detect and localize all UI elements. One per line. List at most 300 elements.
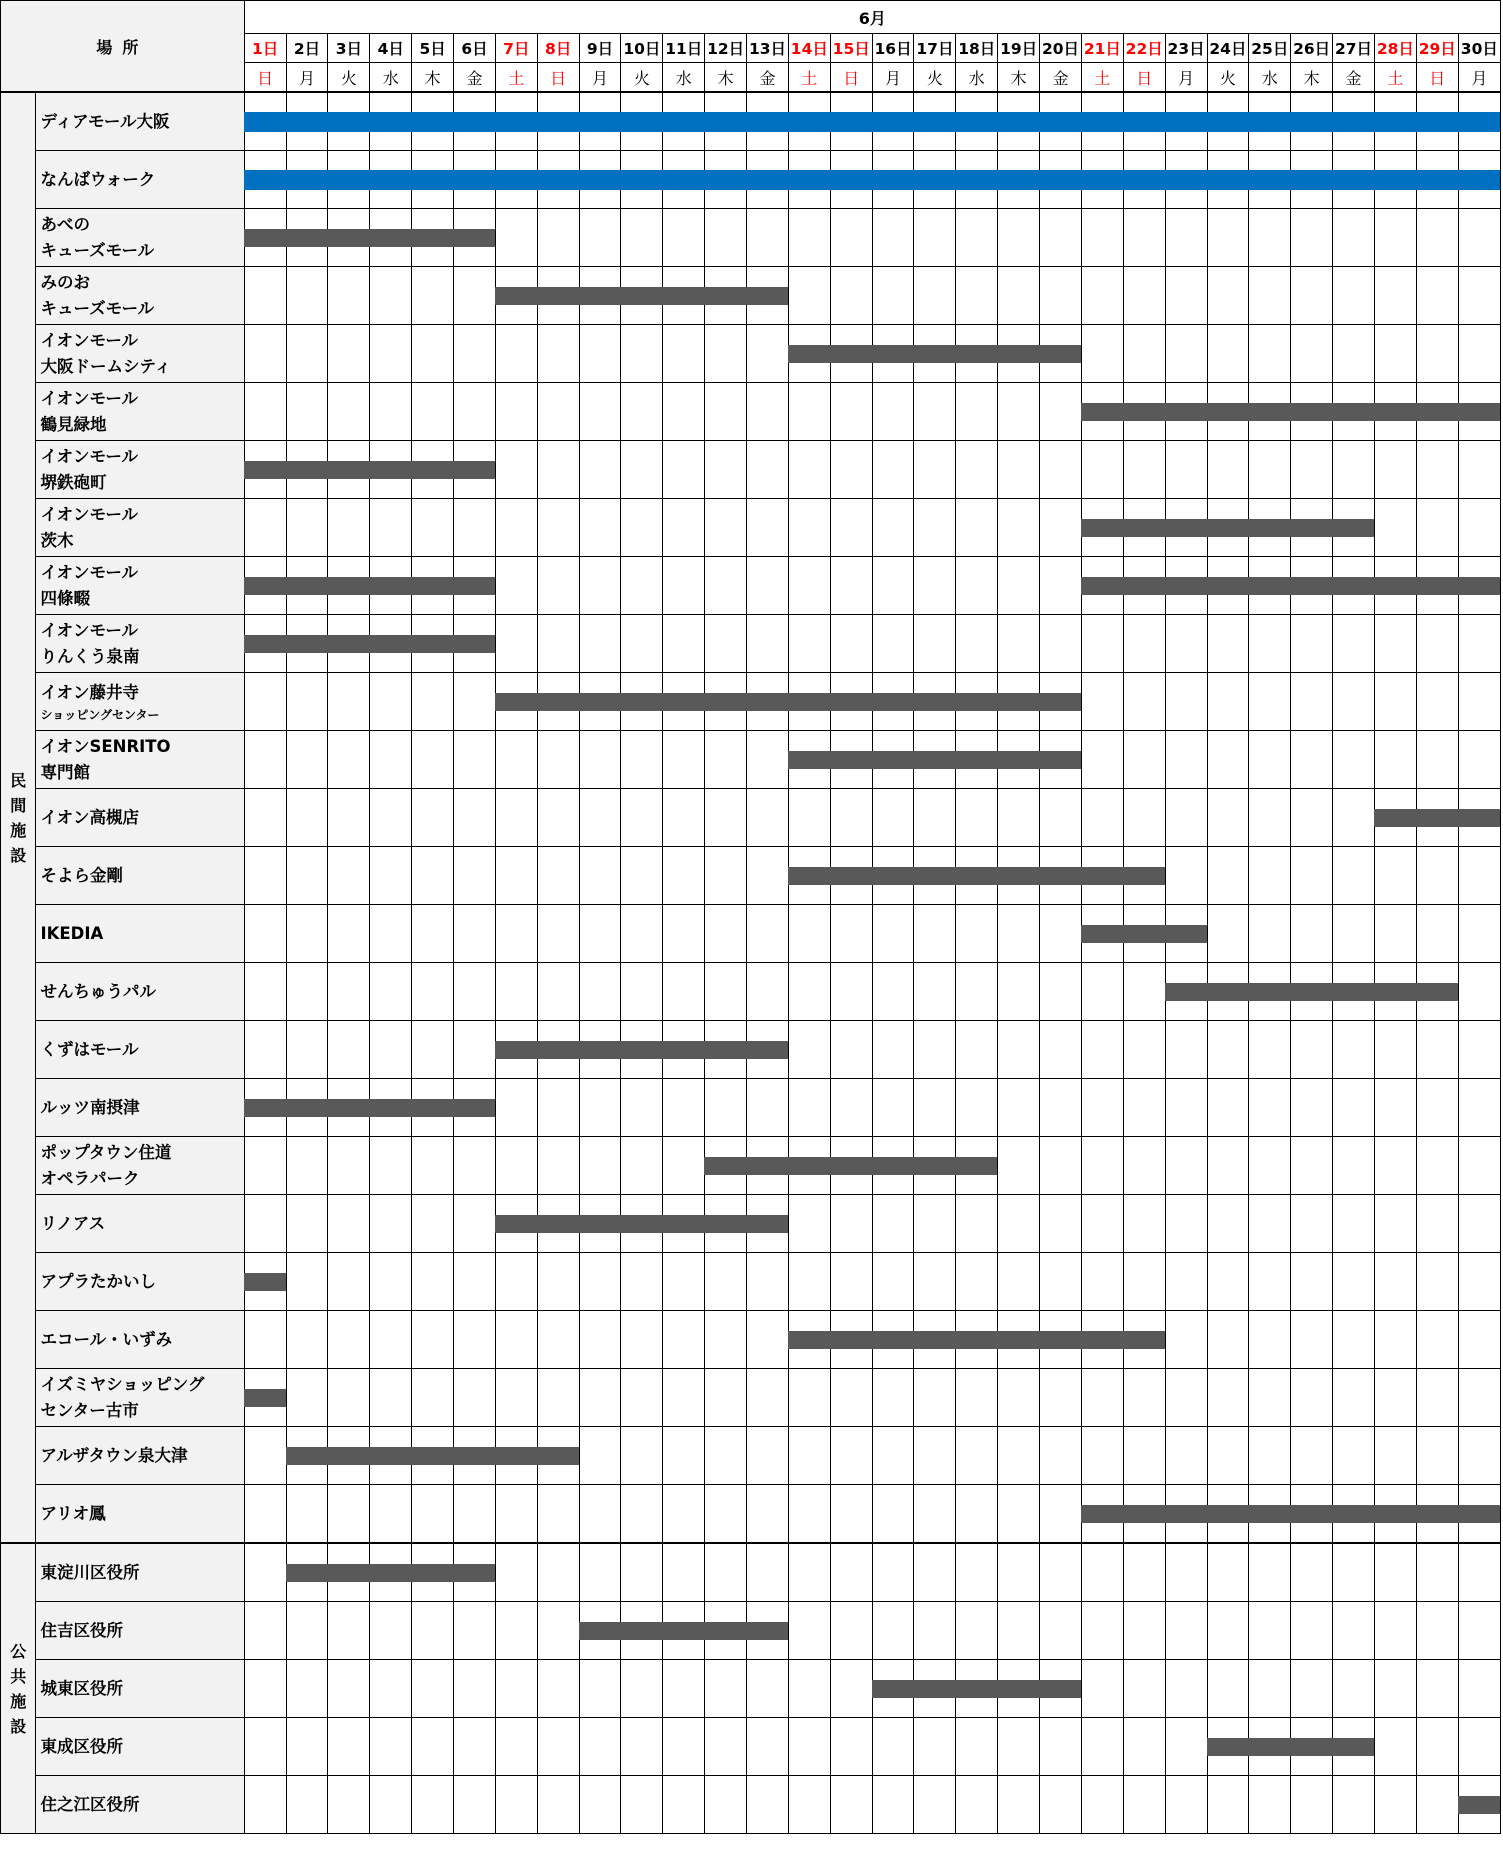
day-cell [1207,325,1249,383]
day-cell [244,1021,286,1079]
day-cell [286,1427,328,1485]
schedule-bar [913,1157,956,1175]
day-cell [1081,1427,1123,1485]
day-cell [747,441,789,499]
schedule-bar [788,112,831,132]
day-header: 24日 [1207,34,1249,63]
day-cell [1040,1021,1082,1079]
day-cell [579,1079,621,1137]
day-cell [454,209,496,267]
weekday-header: 日 [1416,63,1458,93]
day-cell [579,557,621,615]
day-cell [244,731,286,789]
day-cell [830,673,872,731]
day-cell [1333,615,1375,673]
day-cell [663,1079,705,1137]
schedule-bar [244,229,287,247]
day-cell [286,1195,328,1253]
day-cell [705,1369,747,1427]
day-cell [454,905,496,963]
day-cell [286,905,328,963]
schedule-bar [704,693,747,711]
schedule-bar [704,170,747,190]
schedule-bar [453,1447,496,1465]
schedule-bar [620,693,663,711]
schedule-row [1,209,1501,267]
day-cell [621,151,663,209]
schedule-bar [1165,170,1208,190]
day-cell [579,92,621,151]
schedule-bar [1416,809,1459,827]
day-cell [621,267,663,325]
schedule-bar [369,229,412,247]
day-cell [412,92,454,151]
day-cell [495,1602,537,1660]
day-cell [663,615,705,673]
day-cell [495,1718,537,1776]
day-cell [830,325,872,383]
schedule-bar [1332,1738,1374,1756]
day-cell [1333,1021,1375,1079]
day-cell [412,1660,454,1718]
day-cell [872,1079,914,1137]
day-cell [1374,1311,1416,1369]
day-cell [1123,731,1165,789]
day-cell [1374,1660,1416,1718]
schedule-bar [1290,519,1333,537]
day-cell [788,209,830,267]
day-cell [998,1718,1040,1776]
day-cell [914,209,956,267]
day-cell [286,789,328,847]
day-cell [412,673,454,731]
schedule-bar [286,1099,329,1117]
day-cell [1416,267,1458,325]
day-cell [998,1311,1040,1369]
day-cell [1458,1427,1500,1485]
day-cell [1374,499,1416,557]
day-cell [537,1776,579,1834]
day-cell [1249,209,1291,267]
day-cell [454,1137,496,1195]
day-cell [412,1195,454,1253]
day-cell [579,1137,621,1195]
schedule-bar [1416,983,1458,1001]
schedule-bar [327,1447,370,1465]
day-cell [914,731,956,789]
day-cell [1291,151,1333,209]
schedule-bar [1374,403,1417,421]
day-cell [412,1021,454,1079]
day-cell [663,209,705,267]
day-cell [788,151,830,209]
place-name [36,1718,244,1776]
day-cell [1458,92,1500,151]
place-name [36,1369,244,1427]
schedule-bar [1207,1505,1250,1523]
day-cell [998,905,1040,963]
place-name-sub: ショッピングセンター [40,707,160,722]
day-cell [495,673,537,731]
day-cell [1249,325,1291,383]
day-cell [495,1253,537,1311]
day-cell [1249,1427,1291,1485]
schedule-row [1,267,1501,325]
place-name-line: 茨木 [40,530,74,550]
schedule-row [1,1485,1501,1544]
day-cell [872,1660,914,1718]
day-cell [579,905,621,963]
schedule-bar [704,1157,747,1175]
day-cell [747,847,789,905]
day-cell [1165,1369,1207,1427]
day-cell [663,1253,705,1311]
day-cell [1249,963,1291,1021]
day-cell [1165,1079,1207,1137]
day-cell [495,1137,537,1195]
day-cell [1165,1311,1207,1369]
day-cell [454,1369,496,1427]
day-cell [788,789,830,847]
place-name-line: せんちゅうパル [40,981,156,1001]
place-name-line: そよら金剛 [40,865,123,885]
day-cell [370,789,412,847]
day-cell [244,1253,286,1311]
day-cell [454,1660,496,1718]
schedule-bar [1332,577,1375,595]
day-cell [1081,499,1123,557]
place-name-line: 住吉区役所 [40,1620,123,1640]
schedule-bar [1458,1796,1500,1814]
schedule-bar [1039,693,1081,711]
day-cell [1207,1718,1249,1776]
day-cell [1040,325,1082,383]
day-cell [788,1311,830,1369]
day-cell [1207,267,1249,325]
day-cell [1123,1427,1165,1485]
day-cell [370,1602,412,1660]
day-cell [872,441,914,499]
day-cell [747,1079,789,1137]
day-cell [956,151,998,209]
day-cell [788,1195,830,1253]
day-cell [1374,557,1416,615]
day-cell [286,1369,328,1427]
place-name [36,1253,244,1311]
day-cell [914,963,956,1021]
day-cell [579,151,621,209]
day-cell [705,441,747,499]
day-cell [1374,1079,1416,1137]
day-cell [1374,1369,1416,1427]
schedule-bar [411,1099,454,1117]
day-cell [1416,92,1458,151]
day-cell [1040,1369,1082,1427]
day-cell [495,731,537,789]
day-header: 20日 [1040,34,1082,63]
schedule-row [1,383,1501,441]
day-cell [286,963,328,1021]
day-cell [956,267,998,325]
day-cell [788,1660,830,1718]
schedule-bar [620,1041,663,1059]
day-cell [830,1485,872,1544]
day-cell [1081,789,1123,847]
day-cell [1458,963,1500,1021]
place-name-line: ディアモール大阪 [40,111,170,131]
day-cell [1081,847,1123,905]
schedule-bar [620,1215,663,1233]
day-cell [370,1137,412,1195]
day-cell [872,905,914,963]
schedule-bar [1039,1680,1081,1698]
day-cell [412,1137,454,1195]
schedule-bar [244,1273,286,1291]
weekday-header: 日 [244,63,286,93]
day-cell [1207,1137,1249,1195]
schedule-bar [1039,1331,1082,1349]
schedule-row [1,615,1501,673]
day-cell [1333,441,1375,499]
day-cell [495,1369,537,1427]
day-cell [328,1543,370,1602]
day-cell [705,1253,747,1311]
day-cell [1333,1079,1375,1137]
schedule-bar [1081,1331,1124,1349]
place-name [36,1021,244,1079]
day-cell [663,557,705,615]
schedule-bar [955,1157,997,1175]
day-cell [1291,1253,1333,1311]
place-name-line: りんくう泉南 [40,646,140,666]
schedule-bar [1165,925,1207,943]
day-cell [454,1718,496,1776]
day-cell [788,1253,830,1311]
day-cell [1458,1253,1500,1311]
day-cell [1333,905,1375,963]
day-cell [872,847,914,905]
schedule-row [1,1660,1501,1718]
day-cell [244,1718,286,1776]
schedule-bar [872,345,915,363]
day-cell [914,615,956,673]
day-cell [1040,615,1082,673]
schedule-bar [955,1331,998,1349]
day-cell [1458,1543,1500,1602]
day-cell [998,673,1040,731]
day-cell [663,383,705,441]
day-cell [621,383,663,441]
day-cell [1040,905,1082,963]
day-cell [1458,1718,1500,1776]
day-cell [830,1021,872,1079]
day-cell [412,847,454,905]
day-cell [747,1137,789,1195]
day-cell [663,1718,705,1776]
schedule-bar [704,1041,747,1059]
day-cell [495,151,537,209]
day-cell [1040,1602,1082,1660]
day-cell [1416,615,1458,673]
day-cell [1040,1427,1082,1485]
place-name [36,1602,244,1660]
day-cell [1207,209,1249,267]
day-cell [1123,209,1165,267]
day-cell [1458,615,1500,673]
schedule-bar [1458,577,1500,595]
schedule-bar [746,287,788,305]
day-header: 21日 [1081,34,1123,63]
day-cell [1123,1195,1165,1253]
day-cell [1123,1485,1165,1544]
day-cell [872,1718,914,1776]
day-cell [663,905,705,963]
day-cell [1416,1660,1458,1718]
day-cell [328,209,370,267]
place-name-line: 堺鉄砲町 [40,472,107,492]
schedule-bar [286,1447,329,1465]
day-cell [1207,1021,1249,1079]
schedule-bar [244,112,287,132]
schedule-bar [1332,519,1374,537]
day-cell [1165,151,1207,209]
day-header: 10日 [621,34,663,63]
day-cell [1374,847,1416,905]
day-cell [872,673,914,731]
day-cell [495,499,537,557]
day-cell [621,1369,663,1427]
day-cell [1207,151,1249,209]
day-cell [244,615,286,673]
day-cell [286,1485,328,1544]
schedule-bar [1039,170,1082,190]
day-cell [1040,92,1082,151]
place-name-line: イオンモール [40,388,138,408]
schedule-bar [788,867,831,885]
place-name-line: あべの [40,214,90,234]
day-cell [1081,1195,1123,1253]
schedule-bar [327,170,370,190]
day-cell [1040,1718,1082,1776]
schedule-bar [244,170,287,190]
day-cell [663,1776,705,1834]
schedule-row [1,731,1501,789]
day-cell [1458,499,1500,557]
day-cell [244,1485,286,1544]
day-cell [621,1602,663,1660]
schedule-bar [537,287,580,305]
day-cell [1291,1311,1333,1369]
day-cell [579,1253,621,1311]
day-cell [621,615,663,673]
day-cell [956,325,998,383]
weekday-header: 土 [1374,63,1416,93]
day-cell [830,615,872,673]
day-cell [454,1079,496,1137]
day-cell [1458,267,1500,325]
day-cell [370,1718,412,1776]
schedule-bar [244,577,287,595]
day-cell [579,1427,621,1485]
day-cell [244,905,286,963]
day-cell [1040,1660,1082,1718]
schedule-bar [1374,577,1417,595]
place-name-line: イオン藤井寺 [40,682,139,702]
place-name-line: イオンモール [40,562,138,582]
day-header: 19日 [998,34,1040,63]
day-cell [914,1079,956,1137]
day-header: 16日 [872,34,914,63]
schedule-bar [1123,112,1166,132]
weekday-header: 金 [1333,63,1375,93]
day-cell [412,615,454,673]
schedule-bar [1332,983,1375,1001]
schedule-bar [453,635,495,653]
day-cell [495,905,537,963]
day-cell [244,1311,286,1369]
day-cell [286,1602,328,1660]
day-cell [412,325,454,383]
day-cell [286,267,328,325]
place-name-line: イオンモール [40,446,138,466]
day-cell [370,557,412,615]
day-cell [1416,731,1458,789]
day-cell [1207,673,1249,731]
day-cell [537,1137,579,1195]
day-cell [244,267,286,325]
day-header: 23日 [1165,34,1207,63]
schedule-bar [746,693,789,711]
schedule-bar [411,461,454,479]
day-cell [1458,789,1500,847]
schedule-bar [244,461,287,479]
schedule-bar [495,1447,538,1465]
day-cell [1291,1137,1333,1195]
schedule-bar [1123,867,1165,885]
schedule-bar [1458,809,1500,827]
schedule-bar [1374,809,1417,827]
weekday-header: 水 [1249,63,1291,93]
schedule-bar [1081,577,1124,595]
day-cell [370,1021,412,1079]
schedule-bar [620,1622,663,1640]
weekday-header: 金 [747,63,789,93]
day-cell [495,1427,537,1485]
day-header: 9日 [579,34,621,63]
schedule-bar [1374,983,1417,1001]
schedule-bar [913,1331,956,1349]
day-cell [998,1137,1040,1195]
category-char: 公 [10,1641,27,1661]
day-cell [747,1021,789,1079]
day-cell [244,1427,286,1485]
day-cell [1249,615,1291,673]
day-cell [495,615,537,673]
day-cell [537,1427,579,1485]
place-name [36,325,244,383]
schedule-bar [830,112,873,132]
day-cell [663,267,705,325]
day-cell [370,92,412,151]
day-cell [495,1776,537,1834]
schedule-bar [453,1564,495,1582]
weekday-header: 日 [537,63,579,93]
day-cell [244,441,286,499]
day-cell [788,905,830,963]
day-cell [956,1021,998,1079]
category-label [1,92,36,1543]
day-cell [1040,499,1082,557]
